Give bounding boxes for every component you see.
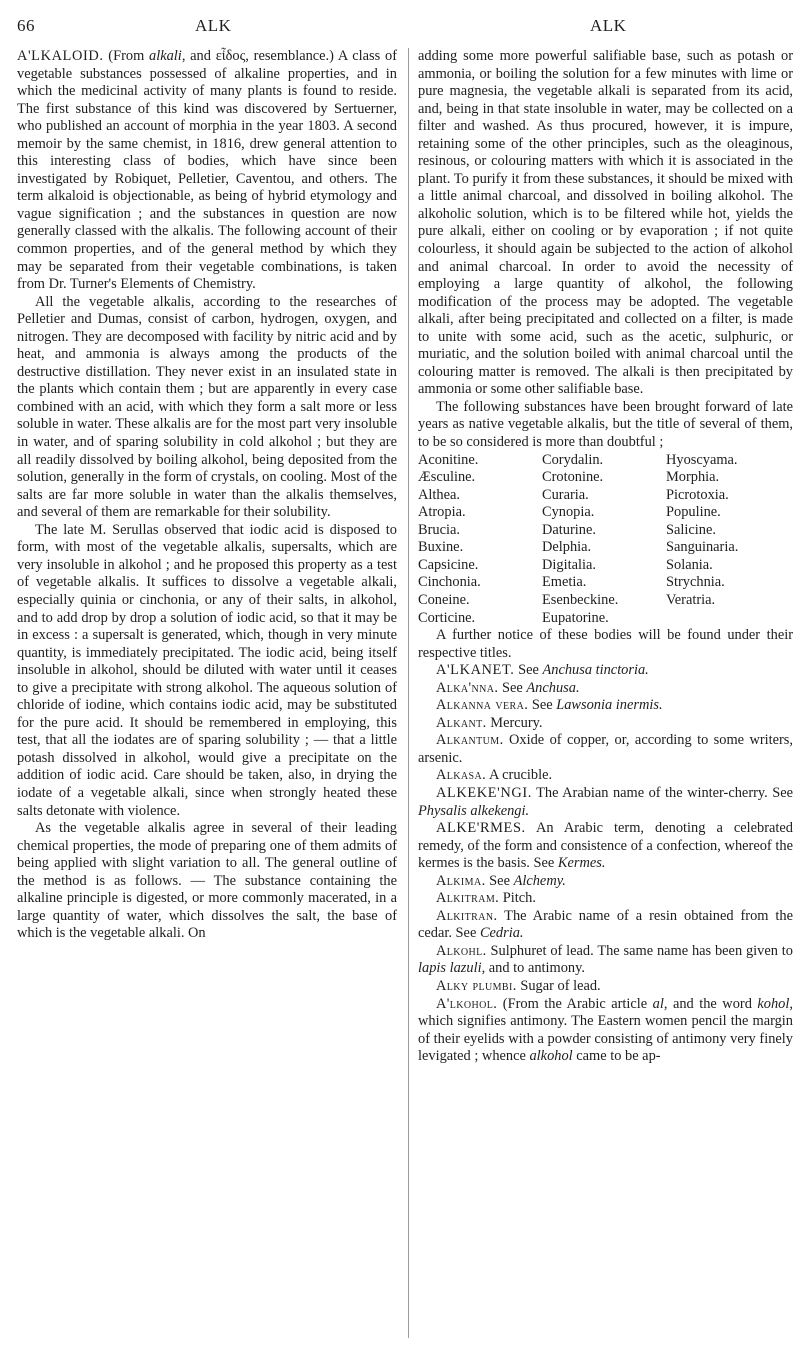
alkaloid-name: Cinchonia. <box>418 574 481 591</box>
alkaloid-name: Aconitine. <box>418 451 479 468</box>
entry-alkaloid <box>17 48 397 294</box>
alkaloid-name: Corticine. <box>418 609 476 626</box>
entry-text: Anchusa. <box>526 679 580 696</box>
headword: Alkant. <box>436 714 487 731</box>
entry-text: A crucible. <box>486 767 553 784</box>
entry-text: See <box>498 679 527 696</box>
entry-text: Lawsonia inermis. <box>556 697 663 714</box>
headword: ALKE'RMES. <box>436 820 526 837</box>
headword: A'lkohol. <box>436 995 498 1012</box>
dictionary-entry <box>418 697 793 715</box>
alkaloid-list-table <box>418 452 793 627</box>
entry-text: The Arabian name of the winter-cherry. See <box>531 784 793 801</box>
entry-text: , which signifies antimony. The Eastern women pencil the margin of their eyelids with a powder consisting of antimony very finely levigated ; whence <box>418 995 793 1065</box>
entry-text: See <box>528 697 557 714</box>
dictionary-entry <box>418 908 793 943</box>
alkaloid-name: Eupatorine. <box>542 609 609 626</box>
headword: Alkanna vera. <box>436 697 529 714</box>
alkaloid-name: Sanguinaria. <box>666 539 739 556</box>
alkaloid-name: Coneine. <box>418 591 470 608</box>
entry-text: Pitch. <box>499 890 536 907</box>
alkaloid-name: Picrotoxia. <box>666 486 729 503</box>
dictionary-entry <box>418 715 793 733</box>
header-title-left: ALK <box>195 16 232 35</box>
paragraph: As the vegetable alkalis agree in several of their leading chemical properties, the mode of preparing one of them admits of being applied with slight variation to all. The general outline of the method is as follows. — The substance containing the alkaline principle is digested, or more commonly macerated, in a large quantity of water, which dissolves the salt, the base of which is the vegetable alkali. On <box>17 820 397 942</box>
alkaloid-name: Daturine. <box>542 521 596 538</box>
alkaloid-name: Populine. <box>666 504 721 521</box>
headword: Alky plumbi. <box>436 977 517 994</box>
alkaloid-name: Esenbeckine. <box>542 591 619 608</box>
paragraph: adding some more powerful salifiable base, such as potash or ammonia, or boiling the solution for a few minutes with lime or pure magnesia, the vegetable alkali is separated from its acid, and, being in that state insoluble in water, may be collected on a filter and washed. As thus procured, however, it is impure, retaining some of the other principles, such as the oleaginous, resinous, or colouring matters with which it is associated in the plant. To purify it from these substances, it should be mixed with a little animal charcoal, and dissolved in boiling alkohol. The alkoholic solution, which is to be filtered while hot, yields the pure alkali, either on cooling or by evaporation ; if not quite colourless, it should again be subjected to the action of alkohol and animal charcoal. In order to avoid the necessity of employing a large quantity of alkohol, the following modification of the process may be adopted. The vegetable alkali, after being precipitated and collected on a filter, is made to unite with some acid, such as the acetic, sulphuric, or muriatic, and the solution boiled with animal charcoal until the colouring matter is removed. The alkali is then precipitated by ammonia or some other salifiable base. <box>418 48 793 398</box>
alkaloid-name: Crotonine. <box>542 469 604 486</box>
paragraph: The late M. Serullas observed that iodic acid is disposed to form, with most of the vegetable alkalis, supersalts, which are very insoluble in alkohol ; and he proposed this property as a test of vegetable alkalis. It suffices to dissolve a vegetable alkali, especially quinia or cinchonia, or any of their salts, in alkohol, and to add drop by drop a solution of iodic acid, so that it may be in excess : a supersalt is generated, which, though in very minute quantity, is immediately precipitated. The iodic acid, being itself insoluble in alkohol, should be diluted with water until it ceases to give a precipitate with strong alkohol. The aqueous solution of chloride of iodine, which contains iodic acid, may be substituted for the pure acid. It should be remembered in employing, this test, that all the iodates are of sparing solubility ; — that a little potash dissolved in alkohol, would give a precipitate on the addition of iodic acid. Care should be taken, also, in drying the iodate of a vegetable alkali, since when strongly heated these salts detonate with violence. <box>17 521 397 819</box>
headword: Alkohl. <box>436 942 487 959</box>
headword: Alkitran. <box>436 907 498 924</box>
alkaloid-name: Corydalin. <box>542 451 604 468</box>
dictionary-entries <box>418 662 793 1066</box>
column-divider <box>408 48 409 1338</box>
entry-text: (From the Arabic article <box>497 995 653 1012</box>
entry-text: came to be ap- <box>572 1048 661 1065</box>
paragraph: All the vegetable alkalis, according to the researches of Pelletier and Dumas, consist of carbon, hydrogen, oxygen, and nitrogen. They are decomposed with facility by nitric acid and by heat, and ammonia is always among the products of the destructive distillation. They never exist in an insulated state in the plants which contain them ; but are apparently in every case combined with an acid, with which they form a salt more or less soluble in water. These alkalis are for the most part very insoluble in water, and of sparing solubility in cold alkohol ; but they are all readily dissolved by boiling alkohol, being deposited from the solution, generally in the form of crystals, on cooling. Most of the salts are far more soluble in water than the alkalis themselves, and several of them are remarkable for their solubility. <box>17 293 397 521</box>
entry-text: Mercury. <box>486 714 543 731</box>
entry-text: kohol <box>757 995 790 1012</box>
dictionary-entry <box>418 890 793 908</box>
alkaloid-name: Hyoscyama. <box>666 451 738 468</box>
dictionary-entry <box>418 767 793 785</box>
alkaloid-name: Morphia. <box>666 469 720 486</box>
alkaloid-name: Capsicine. <box>418 556 479 573</box>
headword: Alkitram. <box>436 890 500 907</box>
entry-text: alkohol <box>529 1048 573 1065</box>
alkaloid-name: Curaria. <box>542 486 589 503</box>
dictionary-entry <box>418 820 793 873</box>
entry-text: al <box>652 995 664 1012</box>
dictionary-entry <box>418 873 793 891</box>
headword: Alkantum. <box>436 732 504 749</box>
dictionary-entry <box>418 996 793 1066</box>
entry-text: Sugar of lead. <box>516 977 601 994</box>
paragraph: A further notice of these bodies will be found under their respective titles. <box>418 627 793 661</box>
header-title-right: ALK <box>590 16 627 35</box>
left-column <box>17 48 397 943</box>
alkaloid-name: Salicine. <box>666 521 716 538</box>
dictionary-entry <box>418 680 793 698</box>
entry-text: Cedria. <box>479 925 524 942</box>
headword: Alkasa. <box>436 767 487 784</box>
alkaloid-name: Atropia. <box>418 504 466 521</box>
alkaloid-name: Digitalia. <box>542 556 596 573</box>
entry-text: Physalis alkekengi. <box>418 802 530 819</box>
entry-text: (From <box>103 48 150 64</box>
entry-text: Anchusa tinctoria. <box>542 662 649 679</box>
headword: A'LKANET. <box>436 662 515 679</box>
entry-text: Sulphuret of lead. The same name has been given to <box>486 942 793 959</box>
dictionary-entry <box>418 662 793 680</box>
dictionary-entry <box>418 732 793 767</box>
alkaloid-name: Æsculine. <box>418 469 476 486</box>
paragraph: The following substances have been brought forward of late years as native vegetable alkalis, but the title of several of them, to be so considered is more than doubtful ; <box>418 398 793 451</box>
entry-text: See <box>485 872 514 889</box>
alkaloid-name <box>666 610 793 628</box>
entry-text: An Arabic term, denoting a celebrated remedy, of the form and consistence of a confection, whereof the kermes is the basis. See <box>418 820 793 872</box>
alkaloid-name: Cynopia. <box>542 504 595 521</box>
alkaloid-name: Solania. <box>666 556 713 573</box>
entry-text: See <box>514 662 543 679</box>
entry-text: alkali <box>149 48 182 64</box>
entry-text: , and εἶδος, resemblance.) A class of vegetable substances possessed of alkaline properties, and in which the medicinal activity of many plants is found to reside. The first substance of this kind was discovered by Sertuerner, who published an account of morphia in the year 1803. A second memoir by the same chemist, in 1816, drew general attention to this interesting class of bodies, which have since been investigated by Robiquet, Pelletier, Caventou, and others. The term alkaloid is objectionable, as being of hybrid etymology and vague signification ; and the substances in question are now generally classed with the alkalis. The following account of their common properties, and of the general method by which they may be separated from their vegetable combinations, is taken from Dr. Turner's Elements of Chemistry. <box>17 48 397 293</box>
dictionary-entry <box>418 785 793 820</box>
right-column <box>418 48 793 1066</box>
entry-text: , and the word <box>663 995 758 1012</box>
headword: A'LKALOID. <box>17 48 104 64</box>
alkaloid-name: Althea. <box>418 486 460 503</box>
entry-text: Oxide of copper, or, according to some writers, arsenic. <box>418 732 793 766</box>
entry-text: Alchemy. <box>513 872 566 889</box>
entry-text: The Arabic name of a resin obtained from the cedar. See <box>418 907 793 942</box>
dictionary-entry <box>418 978 793 996</box>
alkaloid-name: Emetia. <box>542 574 587 591</box>
entry-text: lapis lazuli <box>418 960 482 977</box>
page-number: 66 <box>17 16 35 35</box>
headword: ALKEKE'NGI. <box>436 784 532 801</box>
alkaloid-name: Strychnia. <box>666 574 725 591</box>
running-header <box>0 16 800 42</box>
entry-text: , and to antimony. <box>481 960 585 977</box>
alkaloid-name: Delphia. <box>542 539 592 556</box>
alkaloid-name: Veratria. <box>666 591 716 608</box>
headword: Alka'nna. <box>436 679 499 696</box>
dictionary-entry <box>418 943 793 978</box>
entry-text: Kermes. <box>557 855 606 872</box>
headword: Alkima. <box>436 872 486 889</box>
alkaloid-name: Brucia. <box>418 521 460 538</box>
alkaloid-name: Buxine. <box>418 539 464 556</box>
